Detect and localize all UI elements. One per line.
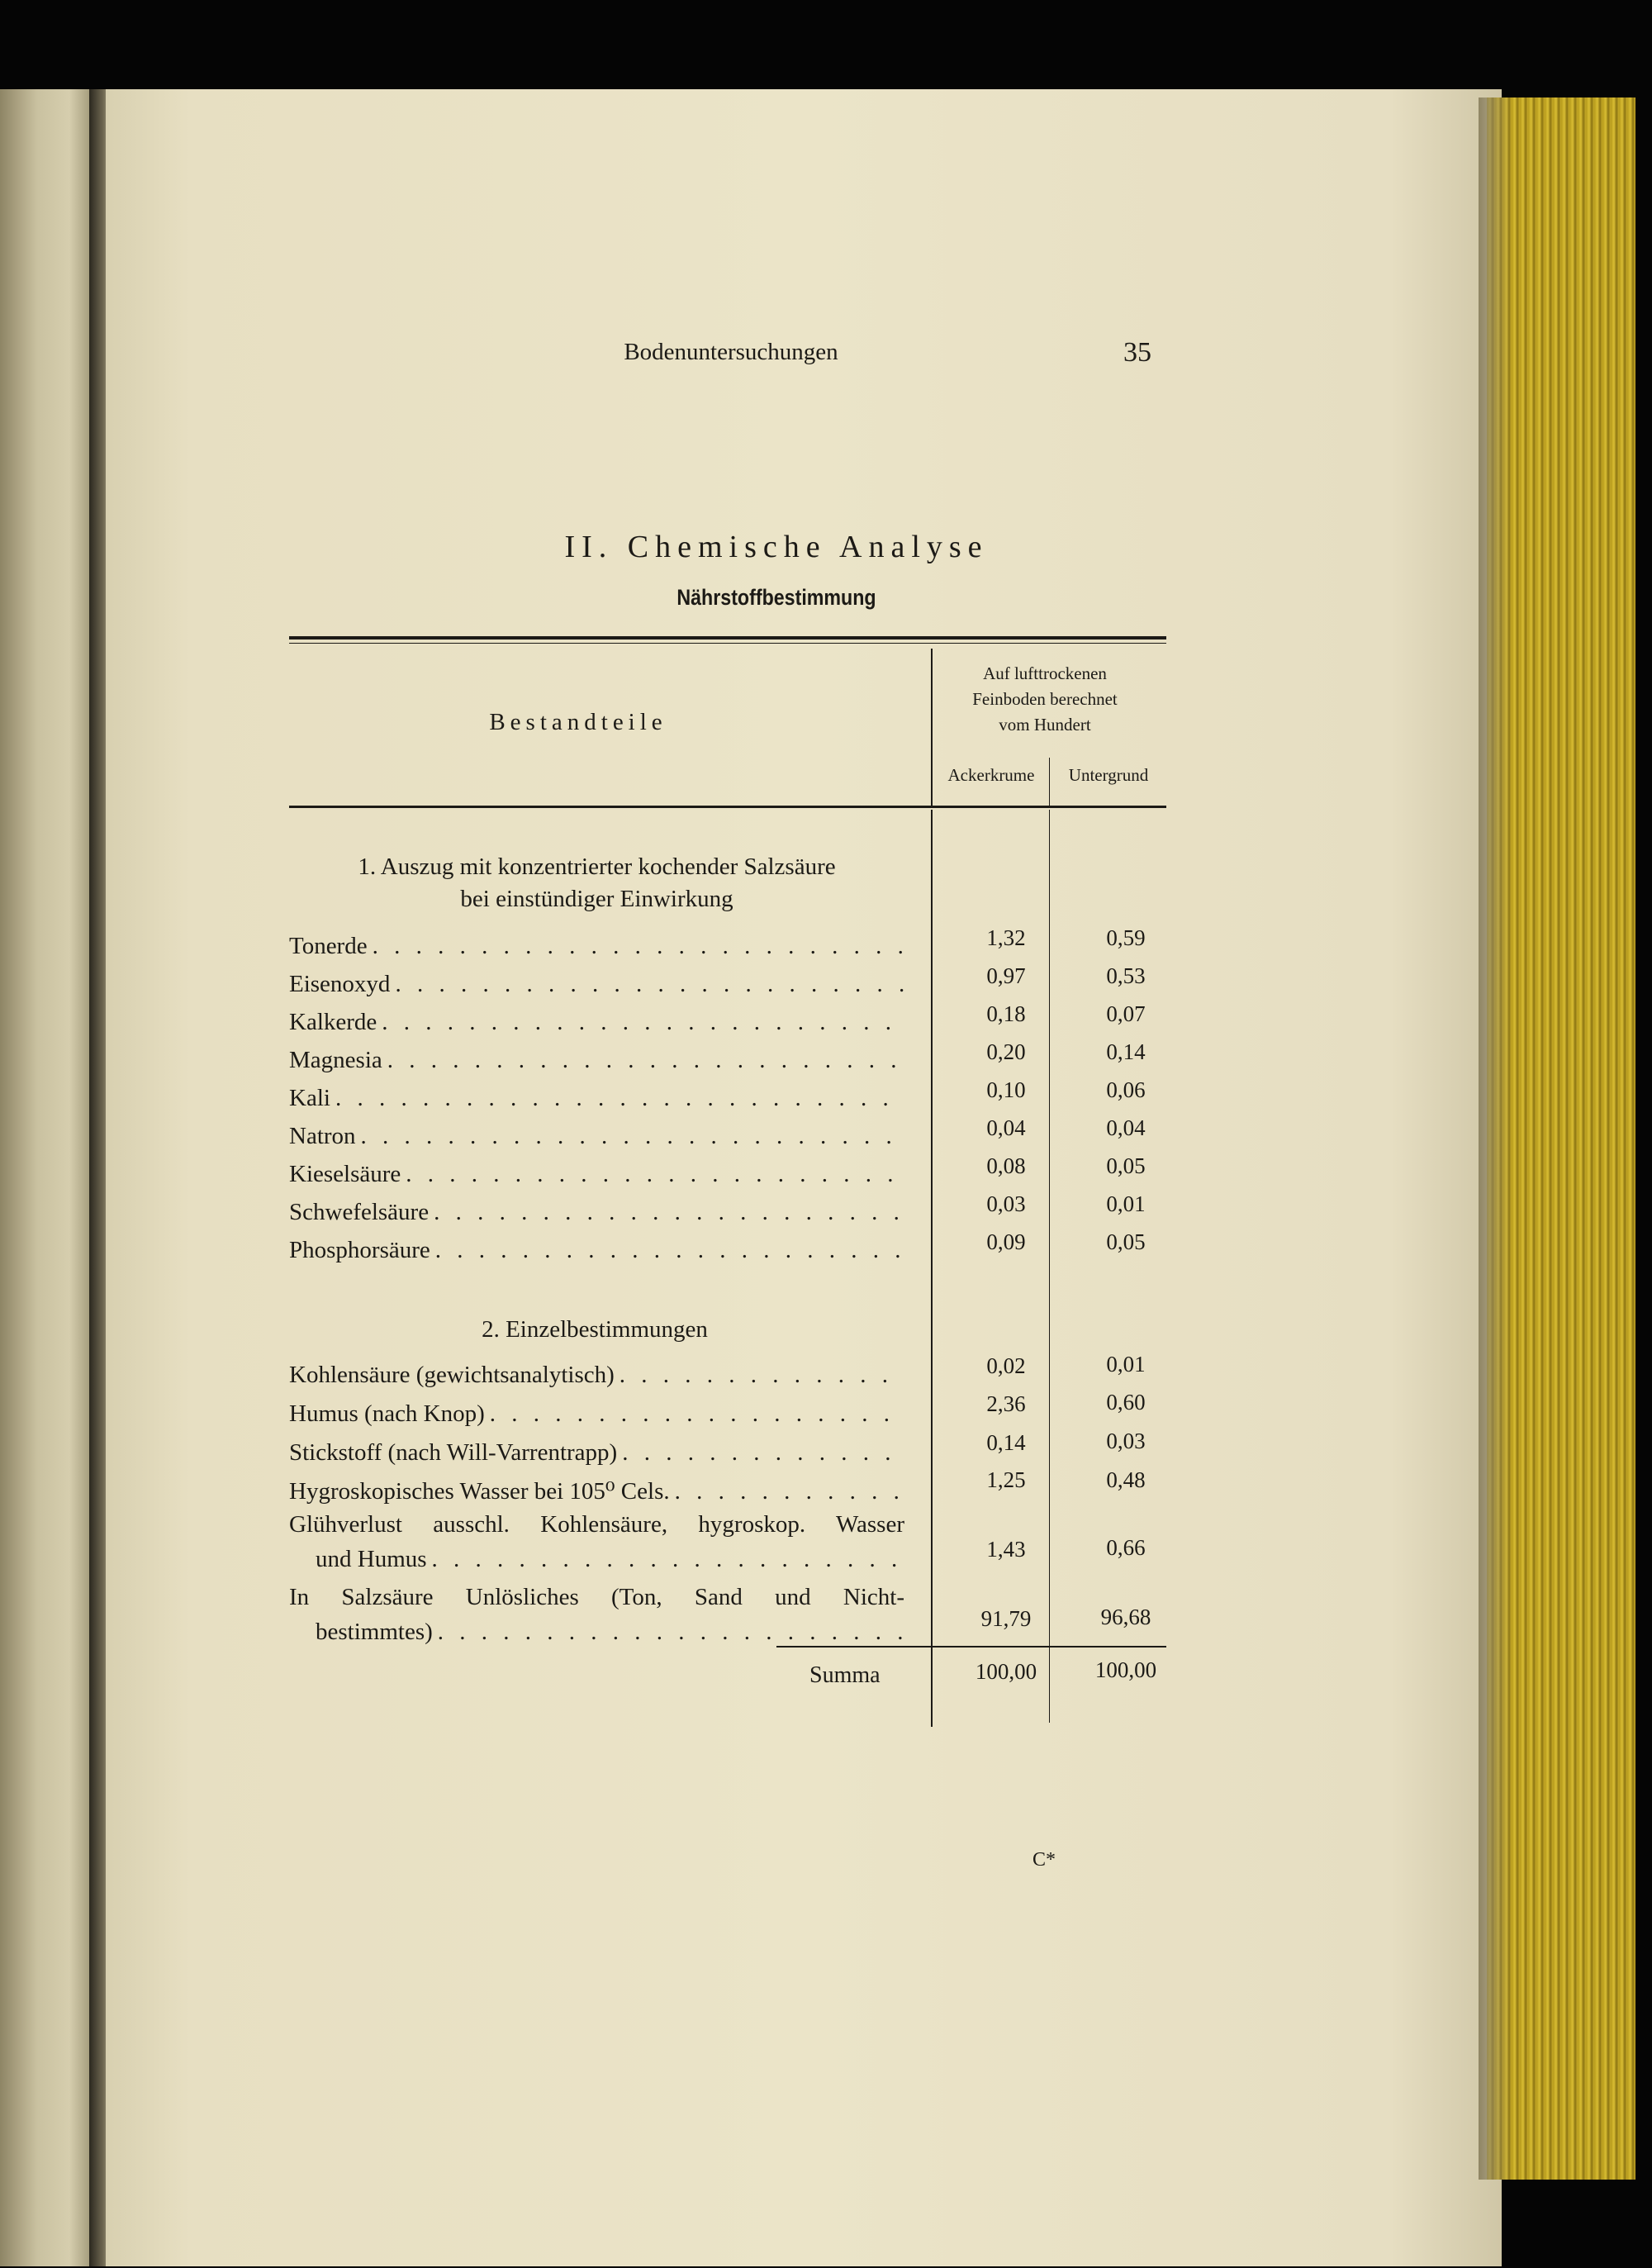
row-label-text: Hygroskopisches Wasser bei 105⁰ Cels. [289,1478,670,1505]
value-ackerkrume: 0,04 [986,1115,1026,1140]
row-label-text: Natron [289,1123,356,1149]
summa-untergrund: 100,00 [1094,1657,1157,1682]
header-split-rule [1049,758,1050,806]
leader-dots [485,1399,904,1429]
column-header-line: vom Hundert [999,715,1091,735]
leader-dots [430,1235,904,1265]
value-ackerkrume: 0,08 [986,1153,1026,1178]
column-header-values [933,661,1156,738]
row-label-line: Glühverlust ausschl. Kohlensäure, hygroskop. Wasser [289,1511,904,1538]
table-row-label [289,1045,904,1075]
value-ackerkrume: 0,09 [986,1229,1026,1254]
leader-dots [382,1045,904,1075]
table-row-label [289,1083,904,1113]
table-row-label-multiline [289,1507,904,1576]
row-label-text: Kohlensäure (gewichtsanalytisch) [289,1362,615,1388]
column-header-line: Auf lufttrockenen [983,663,1107,683]
value-untergrund: 0,03 [1106,1429,1146,1453]
summa-label: Summa [809,1662,881,1688]
row-label-text: Eisenoxyd [289,971,391,997]
row-label-text: bestimmtes) [316,1619,433,1645]
table-row-label [289,1360,904,1390]
value-untergrund: 0,06 [1106,1077,1146,1102]
table-row-label [289,969,904,999]
leader-dots [617,1438,904,1467]
printer-signature: C* [1032,1849,1056,1871]
value-ackerkrume: 1,43 [986,1537,1026,1562]
value-ackerkrume: 1,25 [986,1467,1026,1492]
value-ackerkrume: 0,20 [986,1039,1026,1064]
value-untergrund: 0,07 [1106,1001,1146,1026]
column-header-ackerkrume: Ackerkrume [947,765,1035,785]
table-row-label [289,1159,904,1189]
body-vertical-rule-ackerkrume [931,810,933,1727]
header-bottom-rule [289,806,1166,808]
value-ackerkrume: 0,02 [986,1353,1026,1378]
value-ackerkrume: 1,32 [986,925,1026,950]
table-subtitle: Nährstoffbestimmung [676,585,876,610]
running-header: Bodenuntersuchungen [624,339,838,365]
row-label-text: Humus (nach Knop) [289,1400,485,1427]
group-heading-line: 1. Auszug mit konzentrierter kochender Salzsäure [358,853,836,880]
leader-dots [390,969,904,999]
value-ackerkrume: 0,14 [986,1430,1026,1455]
table-row-label [289,1476,904,1506]
value-ackerkrume: 0,10 [986,1077,1026,1102]
header-vertical-rule [931,649,933,806]
value-untergrund: 0,66 [1106,1535,1146,1560]
row-label-text: Stickstoff (nach Will-Varrentrapp) [289,1439,618,1466]
group-heading-auszug [289,851,904,915]
value-untergrund: 0,01 [1106,1191,1146,1216]
value-untergrund: 0,05 [1106,1229,1146,1254]
row-label-line: In Salzsäure Unlösliches (Ton, Sand und Nicht- [289,1584,904,1610]
summa-ackerkrume: 100,00 [975,1659,1037,1684]
value-ackerkrume: 0,18 [986,1001,1026,1026]
leader-dots [377,1007,904,1037]
group-heading-line: bei einstündiger Einwirkung [460,886,733,912]
page-number: 35 [1123,337,1151,368]
value-ackerkrume: 2,36 [986,1391,1026,1416]
section-title: II. Chemische Analyse [564,530,989,564]
value-untergrund: 0,05 [1106,1153,1146,1178]
table-row-label [289,1121,904,1151]
leader-dots [368,931,904,961]
value-ackerkrume: 0,03 [986,1191,1026,1216]
value-untergrund: 96,68 [1100,1605,1151,1629]
leader-dots [427,1542,904,1576]
value-untergrund: 0,48 [1106,1467,1146,1492]
value-ackerkrume: 91,79 [980,1606,1032,1631]
table-row-label [289,1438,904,1467]
leader-dots [356,1121,904,1151]
table-row-label [289,931,904,961]
leader-dots [330,1083,904,1113]
row-label-text: Magnesia [289,1047,382,1073]
table-row-label [289,1007,904,1037]
table-row-label [289,1235,904,1265]
column-header-line: Feinboden berechnet [972,689,1118,709]
row-label-text: Tonerde [289,933,368,959]
value-ackerkrume: 0,97 [986,963,1026,988]
value-untergrund: 0,60 [1106,1390,1146,1415]
row-label-text: und Humus [316,1546,427,1572]
group-heading-einzelbestimmungen: 2. Einzelbestimmungen [482,1316,708,1343]
row-label-text: Kalkerde [289,1009,377,1035]
value-untergrund: 0,53 [1106,963,1146,988]
row-label-line [289,1542,904,1576]
table-top-rule [289,636,1166,640]
table-top-rule-thin [289,643,1166,644]
table-row-label-multiline [289,1580,904,1649]
column-header-untergrund: Untergrund [1068,765,1149,785]
row-label-text: Kieselsäure [289,1161,401,1187]
row-label-text: Phosphorsäure [289,1237,430,1263]
row-label-text: Kali [289,1085,330,1111]
table-row-label [289,1197,904,1227]
value-untergrund: 0,04 [1106,1115,1146,1140]
value-untergrund: 0,01 [1106,1352,1146,1376]
value-untergrund: 0,59 [1106,925,1146,950]
table-row-label [289,1399,904,1429]
leader-dots [670,1476,904,1506]
leader-dots [401,1159,904,1189]
column-header-bestandteile: Bestandteile [489,709,667,735]
leader-dots [429,1197,904,1227]
row-label-text: Schwefelsäure [289,1199,430,1225]
leader-dots [433,1614,904,1649]
value-untergrund: 0,14 [1106,1039,1146,1064]
leader-dots [615,1360,904,1390]
row-label-line [289,1614,904,1649]
